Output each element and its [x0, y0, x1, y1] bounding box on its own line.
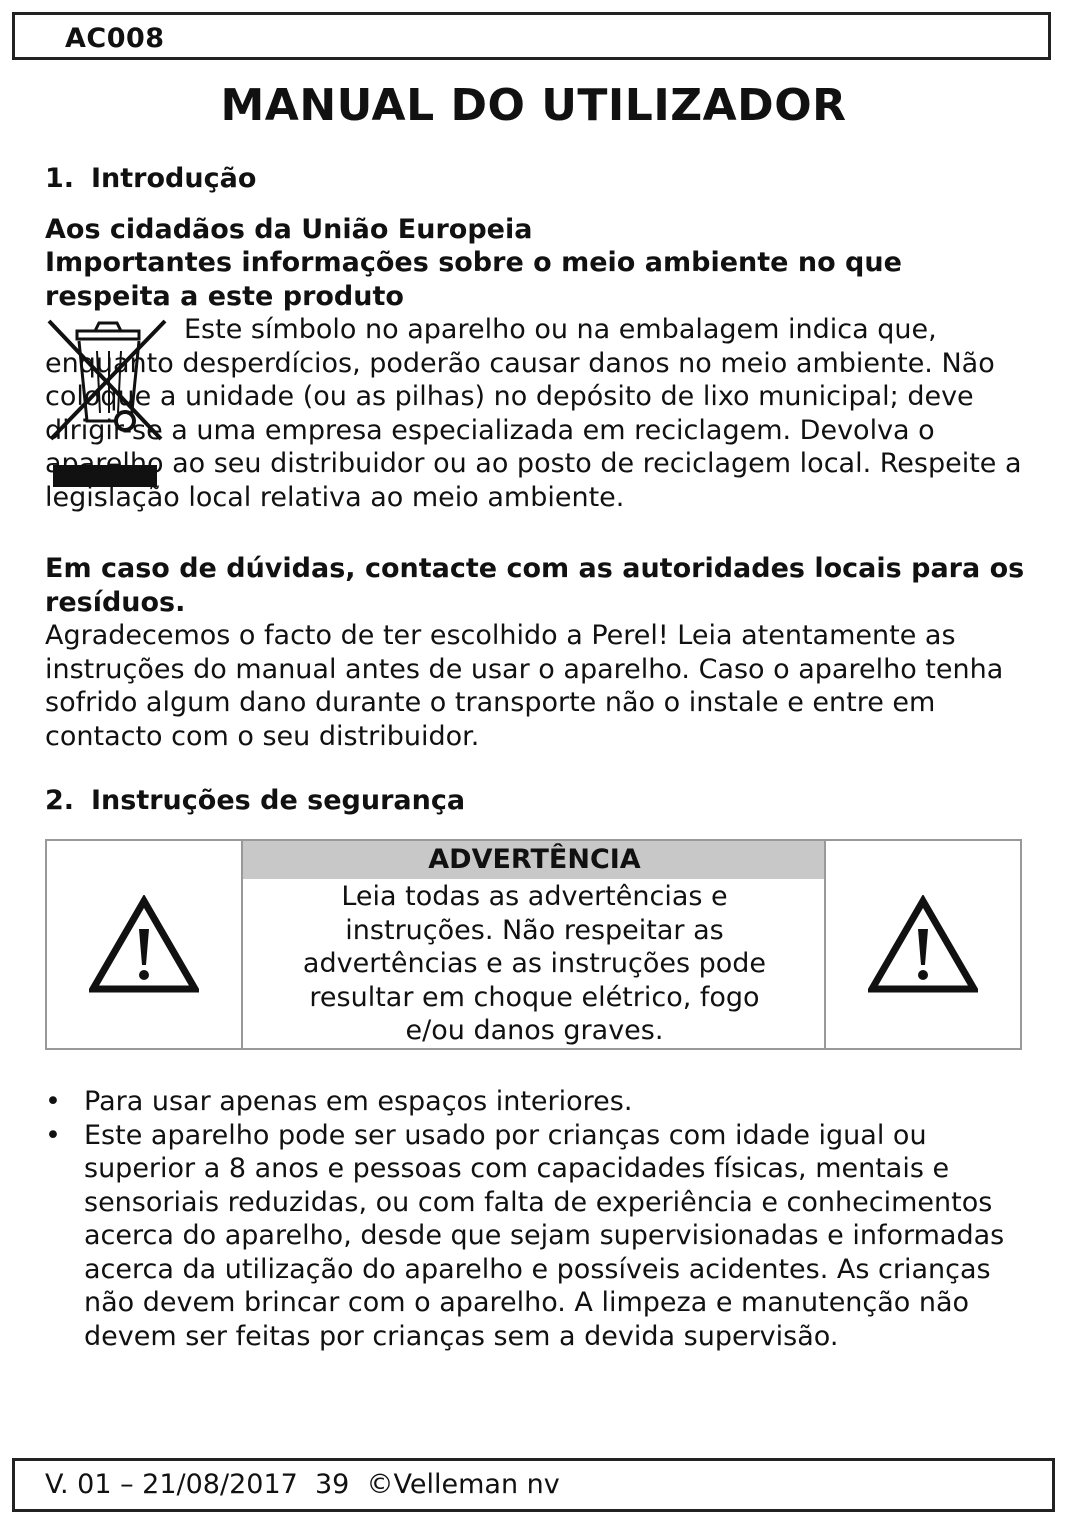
bullet-dot-icon: •	[45, 1086, 61, 1117]
footer-line	[45, 1469, 560, 1500]
warning-text: Leia todas as advertências e instruções. Não respeitar as advertências e as instruções pode resultar em choque elétrico, fogo e/ou danos graves.	[302, 881, 767, 1046]
section-1-heading	[45, 163, 256, 194]
page-title: MANUAL DO UTILIZADOR	[220, 80, 847, 131]
warning-icon-cell-left	[47, 841, 243, 1048]
warning-box	[45, 839, 1022, 1050]
footer-page-number: 39	[314, 1469, 350, 1500]
bullet-text: Este aparelho pode ser usado por crianças com idade igual ou superior a 8 anos e pessoas com capacidades físicas, mentais e sensoriais reduzidas, ou com falta de experiência e conhecimentos acerca do aparelho, desde que sejam supervisionadas e informadas acerca da utilização do aparelho e possíveis acidentes. As crianças não devem brincar com o aparelho. A limpeza e manutenção não devem ser feitas por crianças sem a devida supervisão.	[84, 1119, 1005, 1352]
safety-bullet-list	[45, 1085, 1035, 1353]
section-2-title: Instruções de segurança	[91, 785, 466, 816]
warning-triangle-icon	[89, 895, 199, 995]
list-item	[45, 1119, 1035, 1354]
warning-content	[243, 841, 826, 1048]
footer-box	[12, 1458, 1055, 1512]
section-1-title: Introdução	[91, 163, 257, 194]
environment-heading: Importantes informações sobre o meio ambiente no que respeita a este produto	[45, 247, 902, 312]
header-box	[12, 12, 1051, 60]
section-2-number: 2.	[45, 785, 75, 816]
footer-version: V. 01 – 21/08/2017	[45, 1469, 298, 1500]
section-2-heading	[45, 785, 465, 816]
bullet-text: Para usar apenas em espaços interiores.	[84, 1086, 633, 1117]
doubt-notice: Em caso de dúvidas, contacte com as autoridades locais para os resíduos.	[45, 553, 1025, 618]
weee-disposal-text: Este símbolo no aparelho ou na embalagem indica que, enquanto desperdícios, poderão causar danos no meio ambiente. Não coloque a unidade (ou as pilhas) no depósito de lixo municipal; deve dirigir-se a uma empresa especializada em reciclagem. Devolva o aparelho ao seu distribuidor ou ao posto de reciclagem local. Respeite a legislação local relativa ao meio ambiente.	[45, 314, 1022, 513]
bullet-dot-icon: •	[45, 1119, 61, 1151]
thanks-paragraph: Agradecemos o facto de ter escolhido a Perel! Leia atentamente as instruções do manual antes de usar o aparelho. Caso o aparelho tenha sofrido algum dano durante o transporte não o instale e entre em contacto com o seu distribuidor.	[45, 620, 1004, 752]
warning-triangle-icon	[868, 895, 978, 995]
model-number: AC008	[65, 23, 165, 54]
eu-heading: Aos cidadãos da União Europeia	[45, 214, 533, 245]
warning-title: ADVERTÊNCIA	[243, 841, 826, 879]
warning-icon-cell-right	[824, 841, 1020, 1048]
section-1-number: 1.	[45, 163, 75, 194]
list-item	[45, 1085, 1035, 1119]
footer-copyright: ©Velleman nv	[366, 1469, 560, 1500]
